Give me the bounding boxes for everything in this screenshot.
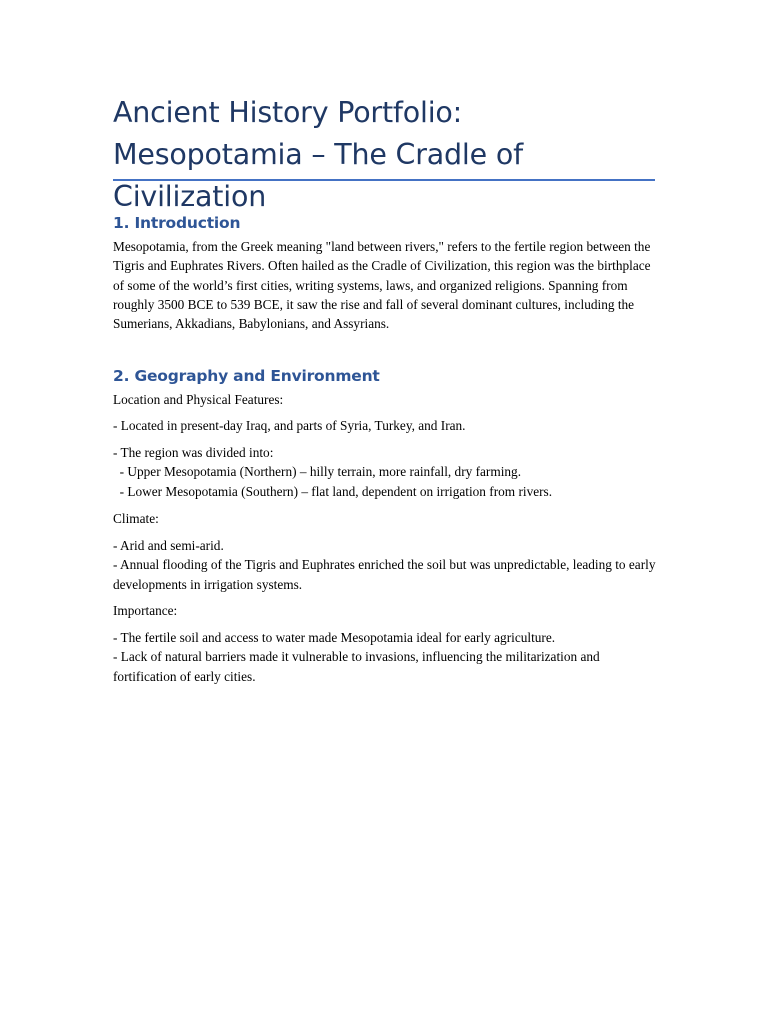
climate-label: Climate:: [113, 511, 159, 526]
section-heading-introduction: 1. Introduction: [113, 214, 241, 232]
importance-text: - The fertile soil and access to water made Mesopotamia ideal for early agriculture. - Lack of natural barriers made it vulnerable to invasions, influencing the militarization and fortification of early cities.: [113, 630, 600, 684]
location-label: Location and Physical Features:: [113, 392, 284, 407]
document-title: Ancient History Portfolio: Mesopotamia – The Cradle of Civilization: [113, 96, 523, 213]
section-heading-geography: 2. Geography and Environment: [113, 367, 380, 385]
region-divisions: - The region was divided into: - Upper Mesopotamia (Northern) – hilly terrain, more rainfall, dry farming. - Lower Mesopotamia (Southern) – flat land, dependent on irrigation from rivers.: [113, 445, 553, 499]
importance-label: Importance:: [113, 603, 178, 618]
location-point: - Located in present-day Iraq, and parts of Syria, Turkey, and Iran.: [113, 418, 466, 433]
climate-text: - Arid and semi-arid. - Annual flooding of the Tigris and Euphrates enriched the soil but was unpredictable, leading to early developments in irrigation systems.: [113, 538, 656, 592]
introduction-paragraph: Mesopotamia, from the Greek meaning "land between rivers," refers to the fertile region between the Tigris and Euphrates Rivers. Often hailed as the Cradle of Civilization, this region was the birthplace of some of the world’s first cities, writing systems, laws, and organized religions. Spanning from roughly 3500 BCE to 539 BCE, it saw the rise and fall of several dominant cultures, including the Sumerians, Akkadians, Babylonians, and Assyrians.: [113, 239, 651, 332]
title-underline: [113, 179, 655, 181]
